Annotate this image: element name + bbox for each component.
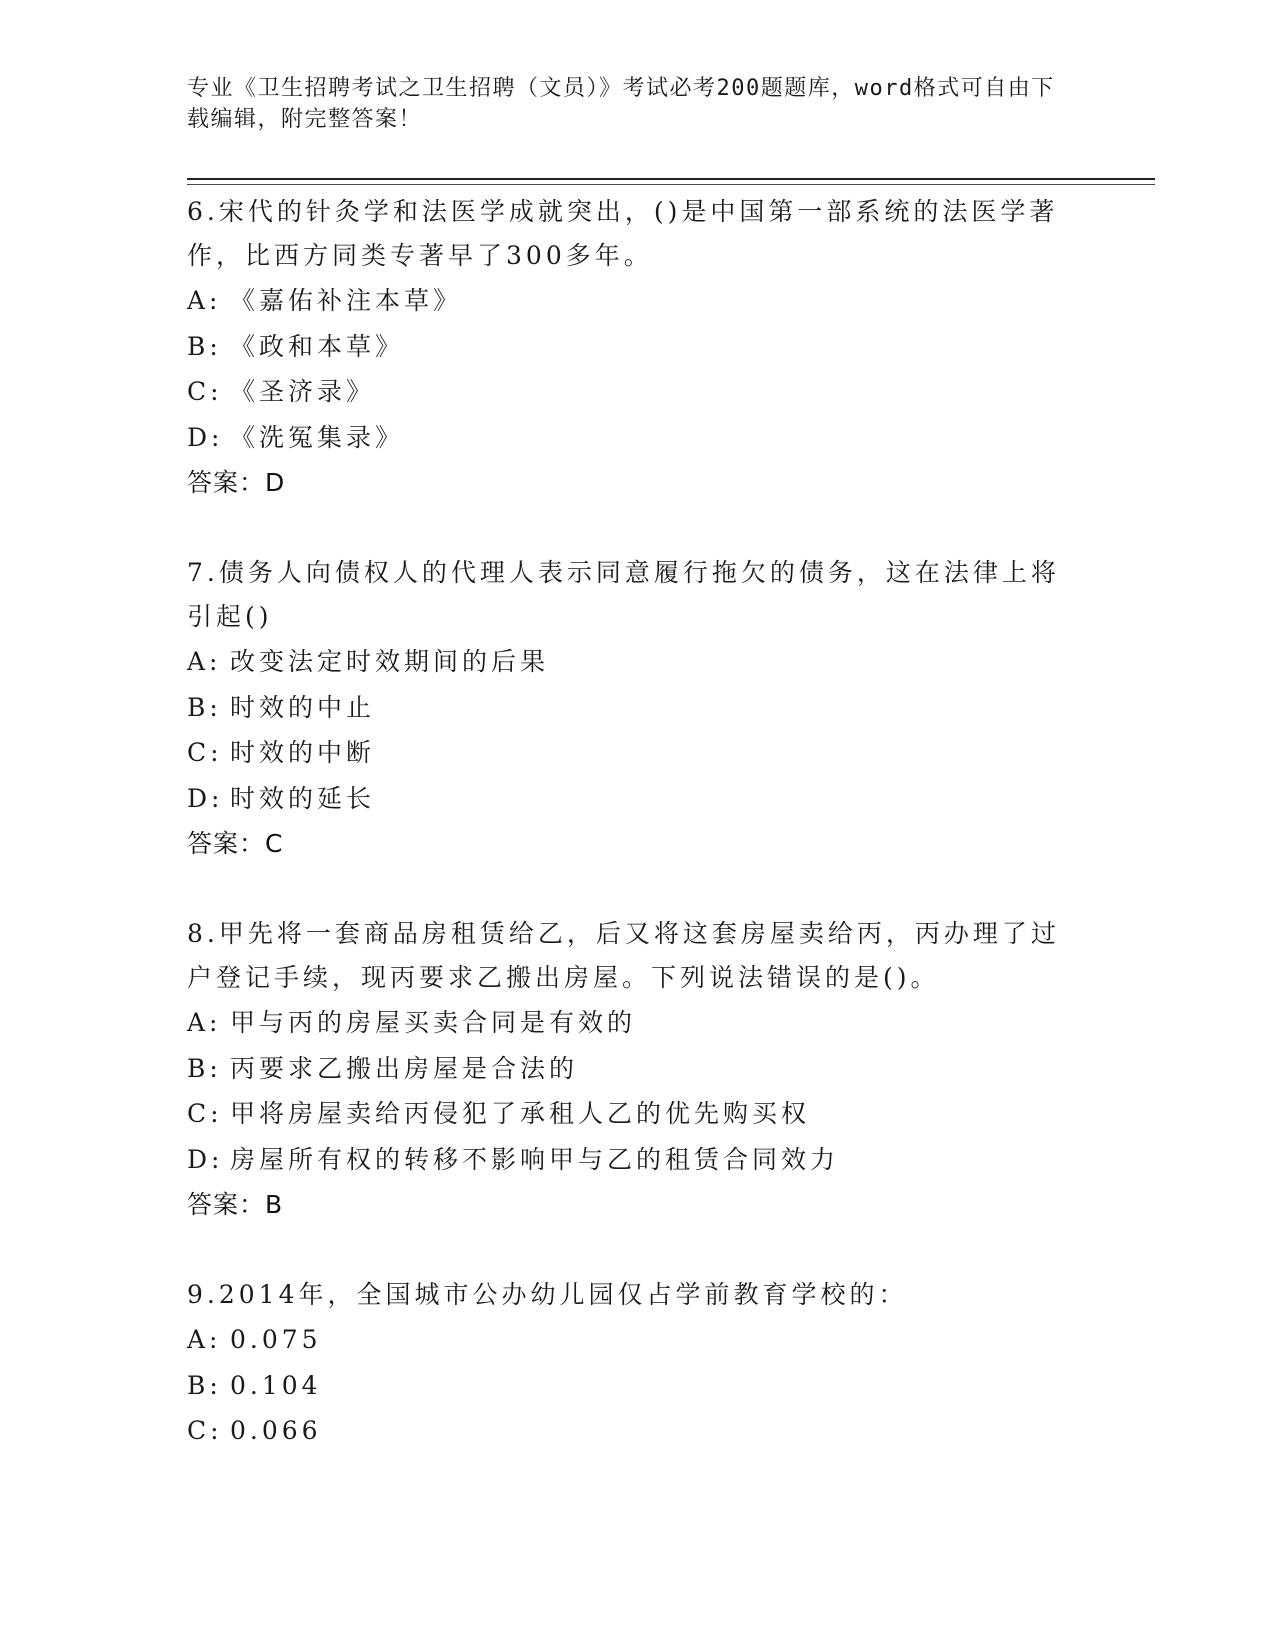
option-c — [187, 1408, 1087, 1454]
option-text: 丙要求乙搬出房屋是合法的 — [230, 1053, 579, 1083]
option-text: 0.075 — [230, 1325, 322, 1354]
header-divider — [187, 178, 1155, 180]
option-letter: C: — [187, 1416, 223, 1445]
option-c — [187, 730, 1087, 776]
option-text: 《嘉佑补注本草》 — [230, 286, 463, 315]
option-b — [187, 1363, 1087, 1409]
answer-label: 答案：D — [187, 468, 286, 497]
question-8 — [187, 912, 1087, 1227]
option-text: 甲将房屋卖给丙侵犯了承租人乙的优先购买权 — [230, 1099, 811, 1128]
option-letter: C: — [187, 377, 223, 406]
option-text: 0.066 — [230, 1416, 322, 1445]
option-a — [187, 639, 1087, 685]
option-a — [187, 278, 1087, 324]
answer-label: 答案：B — [187, 1190, 284, 1219]
option-text: 时效的中断 — [230, 738, 376, 767]
option-text: 时效的中止 — [230, 692, 376, 722]
option-letter: A: — [187, 1325, 222, 1354]
option-a — [187, 1000, 1087, 1046]
option-letter: B: — [187, 331, 222, 361]
option-letter: D: — [187, 1144, 224, 1174]
option-d — [187, 776, 1087, 822]
question-stem: 7.债务人向债权人的代理人表示同意履行拖欠的债务，这在法律上将引起() — [187, 558, 1060, 631]
option-text: 《政和本草》 — [230, 331, 405, 361]
option-text: 0.104 — [230, 1370, 322, 1400]
question-6 — [187, 190, 1087, 505]
option-text: 改变法定时效期间的后果 — [230, 647, 550, 676]
option-d — [187, 415, 1087, 461]
option-letter: A: — [187, 647, 222, 676]
document-header: 专业《卫生招聘考试之卫生招聘（文员）》考试必考200题题库，word格式可自由下载编辑，附完整答案！ — [187, 76, 1055, 132]
option-letter: B: — [187, 1053, 222, 1083]
question-7 — [187, 551, 1087, 866]
question-stem: 8.甲先将一套商品房租赁给乙，后又将这套房屋卖给丙，丙办理了过户登记手续，现丙要求乙搬出房屋。下列说法错误的是()。 — [187, 919, 1060, 992]
option-letter: A: — [187, 1008, 222, 1037]
option-text: 时效的延长 — [230, 783, 376, 813]
option-c — [187, 1091, 1087, 1137]
option-b — [187, 324, 1087, 370]
answer-label: 答案：C — [187, 829, 284, 858]
option-c — [187, 369, 1087, 415]
option-d — [187, 1137, 1087, 1183]
header-divider-thin — [187, 184, 1155, 185]
question-stem: 6.宋代的针灸学和法医学成就突出，()是中国第一部系统的法医学著作，比西方同类专著早了300多年。 — [187, 197, 1059, 270]
option-letter: C: — [187, 738, 223, 767]
option-letter: D: — [187, 422, 224, 452]
option-letter: B: — [187, 692, 222, 722]
option-b — [187, 1046, 1087, 1092]
option-a — [187, 1317, 1087, 1363]
option-text: 房屋所有权的转移不影响甲与乙的租赁合同效力 — [230, 1144, 840, 1174]
question-list — [187, 190, 1087, 1500]
option-letter: C: — [187, 1099, 223, 1128]
question-9 — [187, 1273, 1087, 1454]
question-stem: 9.2014年，全国城市公办幼儿园仅占学前教育学校的： — [187, 1280, 908, 1309]
option-text: 《洗冤集录》 — [230, 422, 405, 452]
option-b — [187, 685, 1087, 731]
option-letter: B: — [187, 1370, 222, 1400]
option-text: 甲与丙的房屋买卖合同是有效的 — [230, 1008, 637, 1037]
option-letter: D: — [187, 783, 224, 813]
option-text: 《圣济录》 — [230, 377, 376, 406]
option-letter: A: — [187, 286, 222, 315]
